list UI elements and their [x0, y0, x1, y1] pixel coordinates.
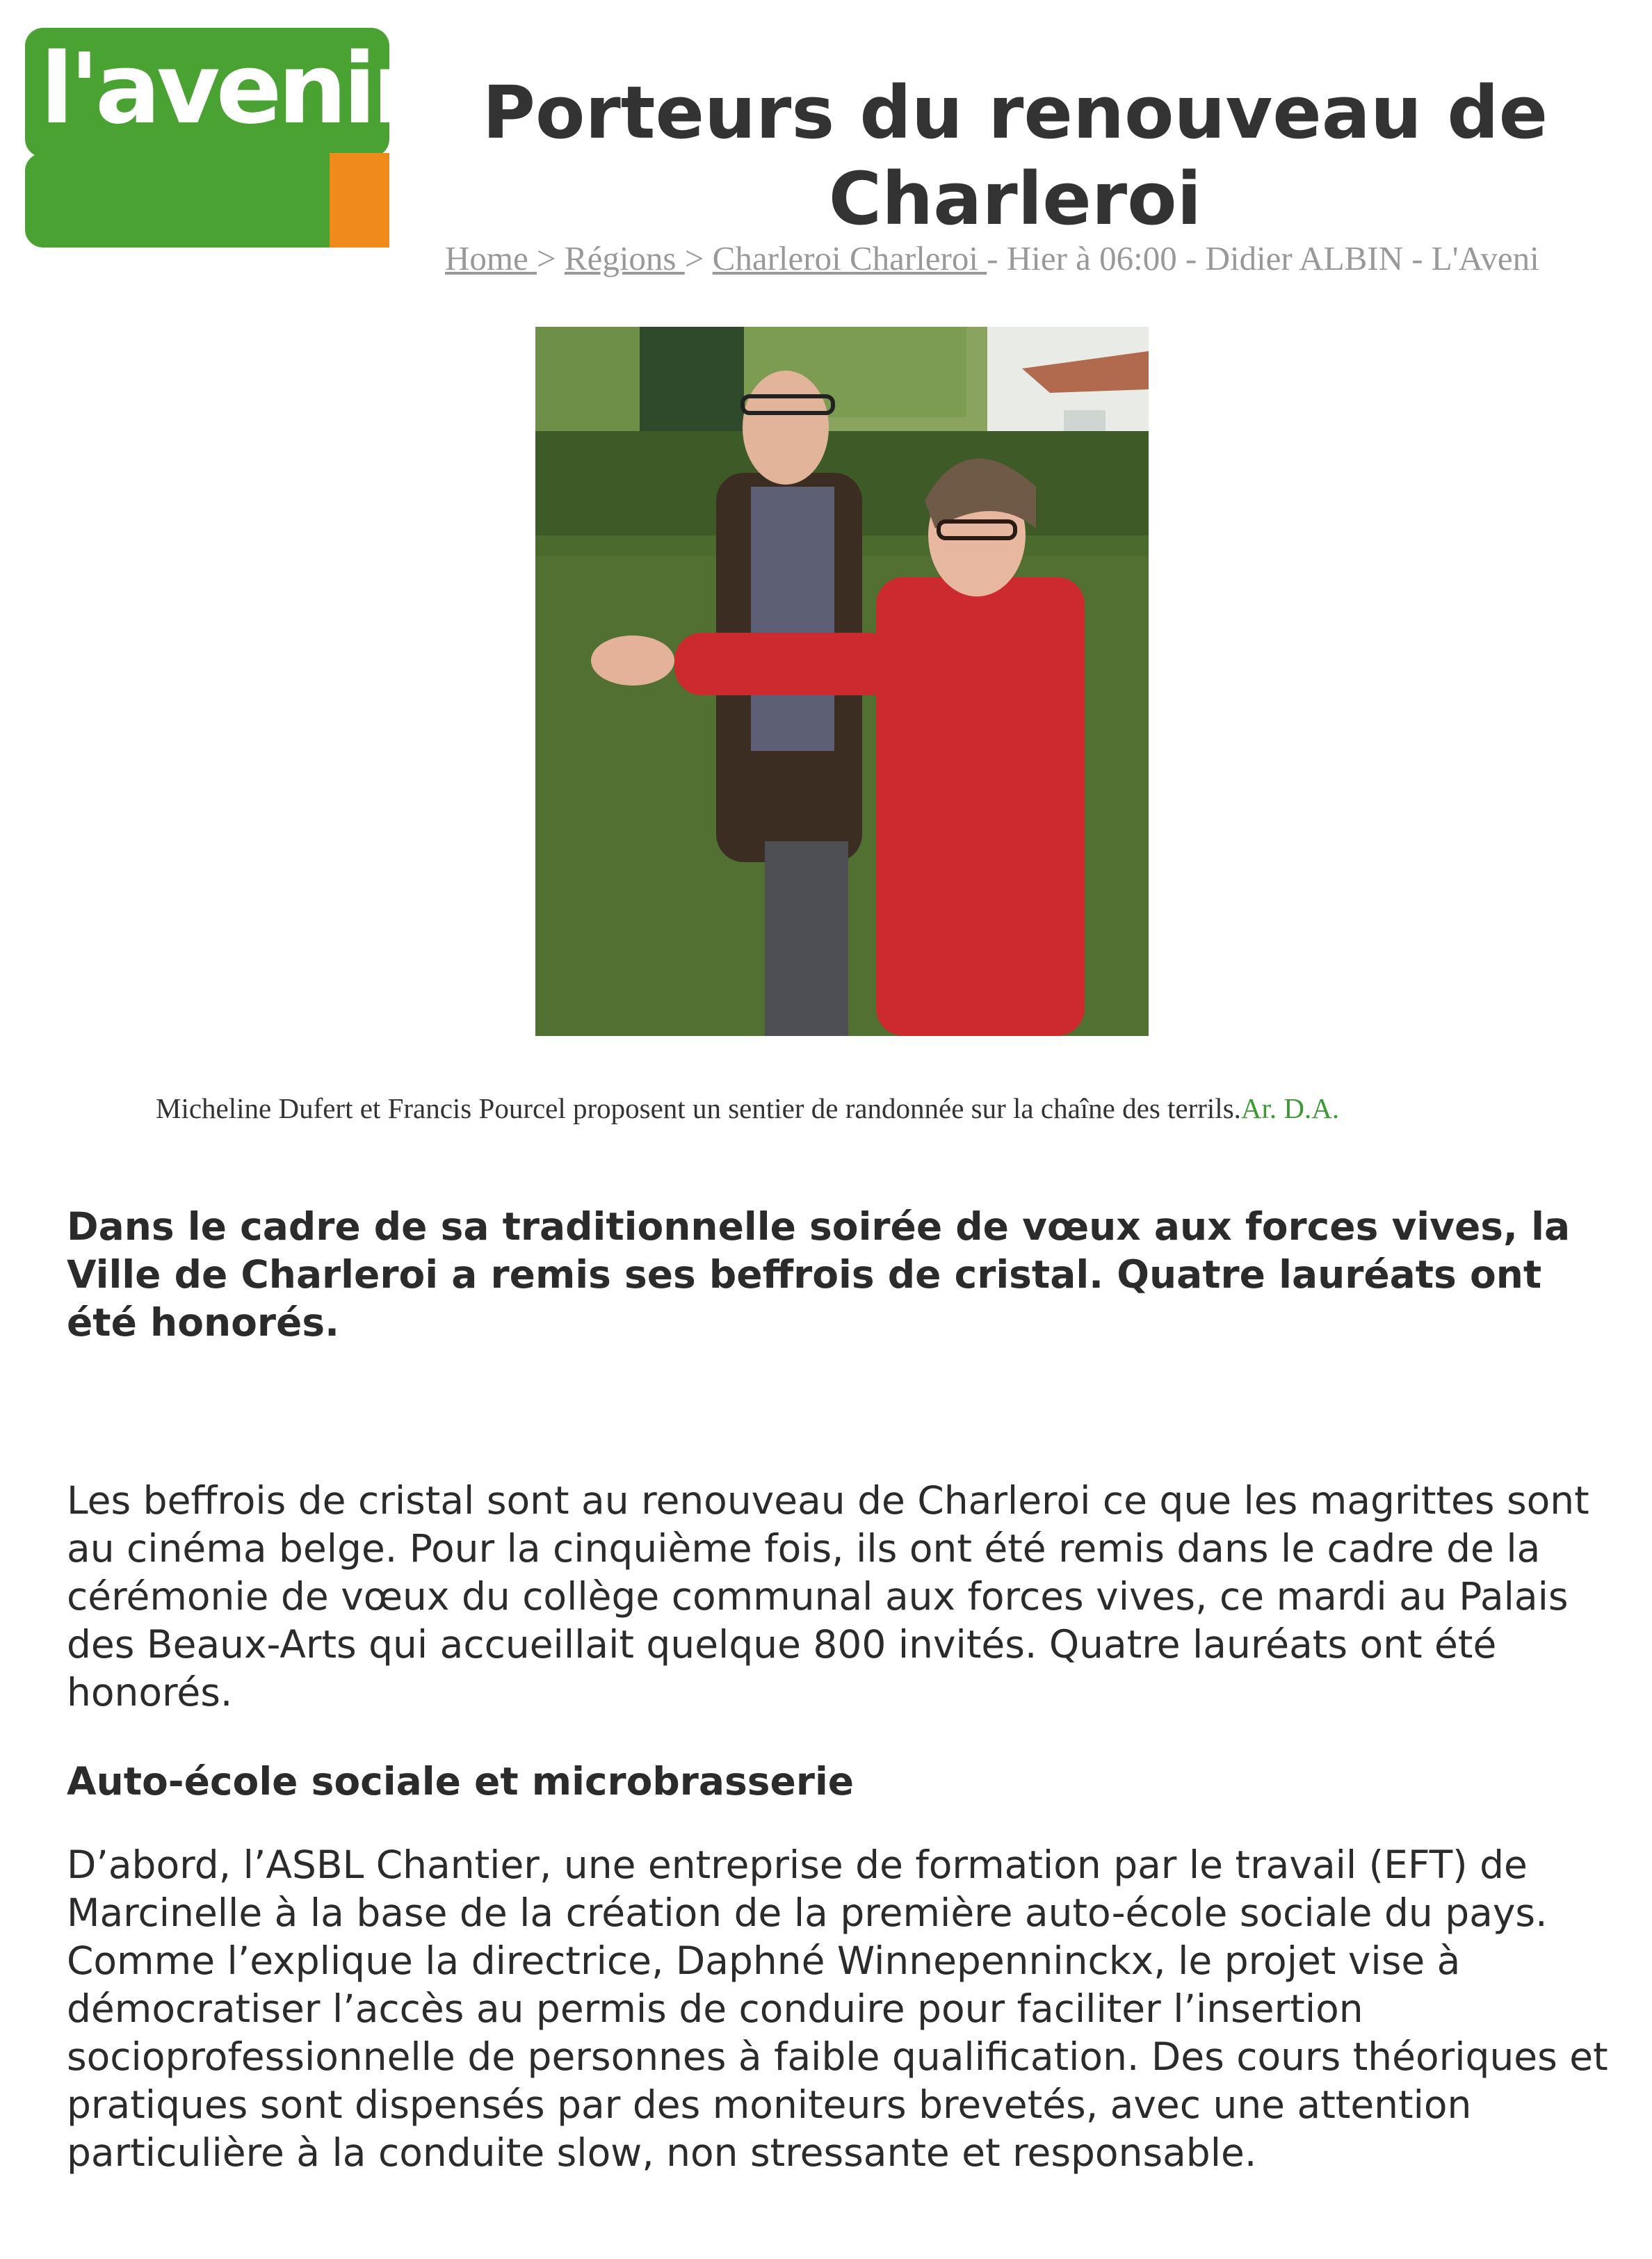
article-title: Porteurs du renouveau de Charleroi	[482, 70, 1548, 241]
logo-bottom-tile	[25, 153, 446, 368]
breadcrumb-city-link[interactable]: Charleroi Charleroi	[712, 239, 987, 277]
breadcrumb-home-link[interactable]: Home	[445, 239, 537, 277]
article-paragraph: D’abord, l’ASBL Chantier, une entreprise de formation par le travail (EFT) de Marcinelle à la base de la création de la première auto-école sociale du pays. Comme l’explique la directrice, Daphné Winnepenninckx, le projet vise à démocratiser l’accès au permis de conduire pour faciliter l’insertion socioprofessionnelle de personnes à faible qualification. Des cours théoriques et pratiques sont dispensés par des moniteurs brevetés, avec une attention particulière à la conduite slow, non stressante et responsable.	[67, 1843, 1608, 2175]
lavenir-logo[interactable]	[25, 28, 446, 368]
article-photo	[535, 327, 1149, 1036]
article-paragraph: Les beffrois de cristal sont au renouveau de Charleroi ce que les magrittes sont au cinéma belge. Pour la cinquième fois, ils ont été remis dans le cadre de la cérémonie de vœux du collège communal aux forces vives, ce mardi au Palais des Beaux-Arts qui accueillait quelque 800 invités. Quatre lauréats ont été honorés.	[67, 1478, 1589, 1715]
logo-top-tile	[25, 28, 416, 157]
photo-credit: Ar. D.A.	[1240, 1092, 1340, 1124]
article-meta: - Hier à 06:00 - Didier ALBIN - L'Aveni	[987, 239, 1539, 277]
breadcrumb	[445, 238, 1627, 280]
breadcrumb-separator: >	[684, 239, 713, 277]
breadcrumb-separator: >	[537, 239, 565, 277]
breadcrumb-regions-link[interactable]: Régions	[564, 239, 685, 277]
logo-wordmark: l'avenir	[40, 33, 416, 146]
logo-orange-accent	[330, 153, 389, 248]
article-lead: Dans le cadre de sa traditionnelle soirée de vœux aux forces vives, la Ville de Charleroi a remis ses beffrois de cristal. Quatre lauréats ont été honorés.	[67, 1204, 1571, 1345]
photo-caption	[156, 1090, 1477, 1126]
article-subheading: Auto-école sociale et microbrasserie	[67, 1759, 855, 1804]
photo-illustration	[535, 327, 1149, 1036]
logo-domain: l'avenir.net	[40, 283, 446, 368]
caption-text: Micheline Dufert et Francis Pourcel proposent un sentier de randonnée sur la chaîne des terrils.	[156, 1092, 1241, 1124]
